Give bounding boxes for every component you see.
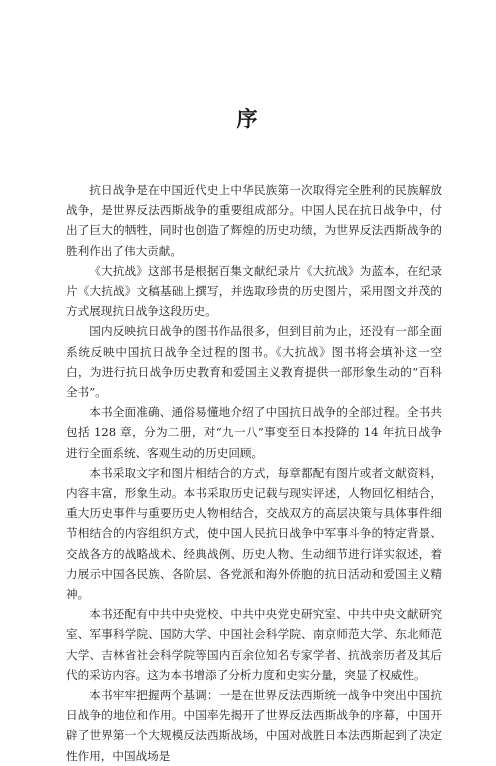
paragraph: 《大抗战》这部书是根据百集文献纪录片《大抗战》为蓝本，在纪录片《大抗战》文稿基础上撰写，并选取珍贵的历史图片，采用图文并茂的方式展现抗日战争这段历史。 [66,263,442,319]
paragraph: 本书全面准确、通俗易懂地介绍了中国抗日战争的全部过程。全书共包括 128 章，分为二册，对“九一八”事变至日本投降的 14 年抗日战争进行全面系统、客观生动的历史回顾。 [66,405,442,460]
paragraph: 抗日战争是在中国近代史上中华民族第一次取得完全胜利的民族解放战争，是世界反法西斯战争的重要组成部分。中国人民在抗日战争中，付出了巨大的牺牲，同时也创造了辉煌的历史功绩，为世界反法西斯战争的胜利作出了伟大贡献。 [66,183,442,258]
paragraph: 本书采取文字和图片相结合的方式，每章都配有图片或者文献资料，内容丰富，形象生动。本书采取历史记载与现实评述，人物回忆相结合，重大历史事件与重要历史人物相结合，交战双方的高层决策与具体事件细节相结合的内容组织方式，使中国人民抗日战争中军事斗争的特定背景、交战各方的战略战术、经典战例、历史人物、生动细节进行详实叙述，着力展示中国各民族、各阶层、各党派和海外侨胞的抗日活动和爱国主义精神。 [66,465,442,602]
body-text [66,180,442,766]
paragraph: 本书还配有中共中央党校、中共中央党史研究室、中共中央文献研究室、军事科学院、国防大学、中国社会科学院、南京师范大学、东北师范大学、吉林省社会科学院等国内百余位知名专家学者、抗战亲历者及其后代的采访内容。这为本书增添了分析力度和史实分量，突显了权威性。 [66,607,442,682]
page-title: 序 [236,106,260,131]
paragraph: 本书牢牢把握两个基调：一是在世界反法西斯统一战争中突出中国抗日战争的地位和作用。中国率先揭开了世界反法西斯战争的序幕，中国开辟了世界第一个大规模反法西斯战场，中国对战胜日本法西斯起到了决定性作用，中国战场是 [66,688,442,763]
paragraph: 国内反映抗日战争的图书作品很多，但到目前为止，还没有一部全面系统反映中国抗日战争全过程的图书。《大抗战》图书将会填补这一空白，为进行抗日战争历史教育和爱国主义教育提供一部形象生动的“百科全书”。 [66,324,442,400]
